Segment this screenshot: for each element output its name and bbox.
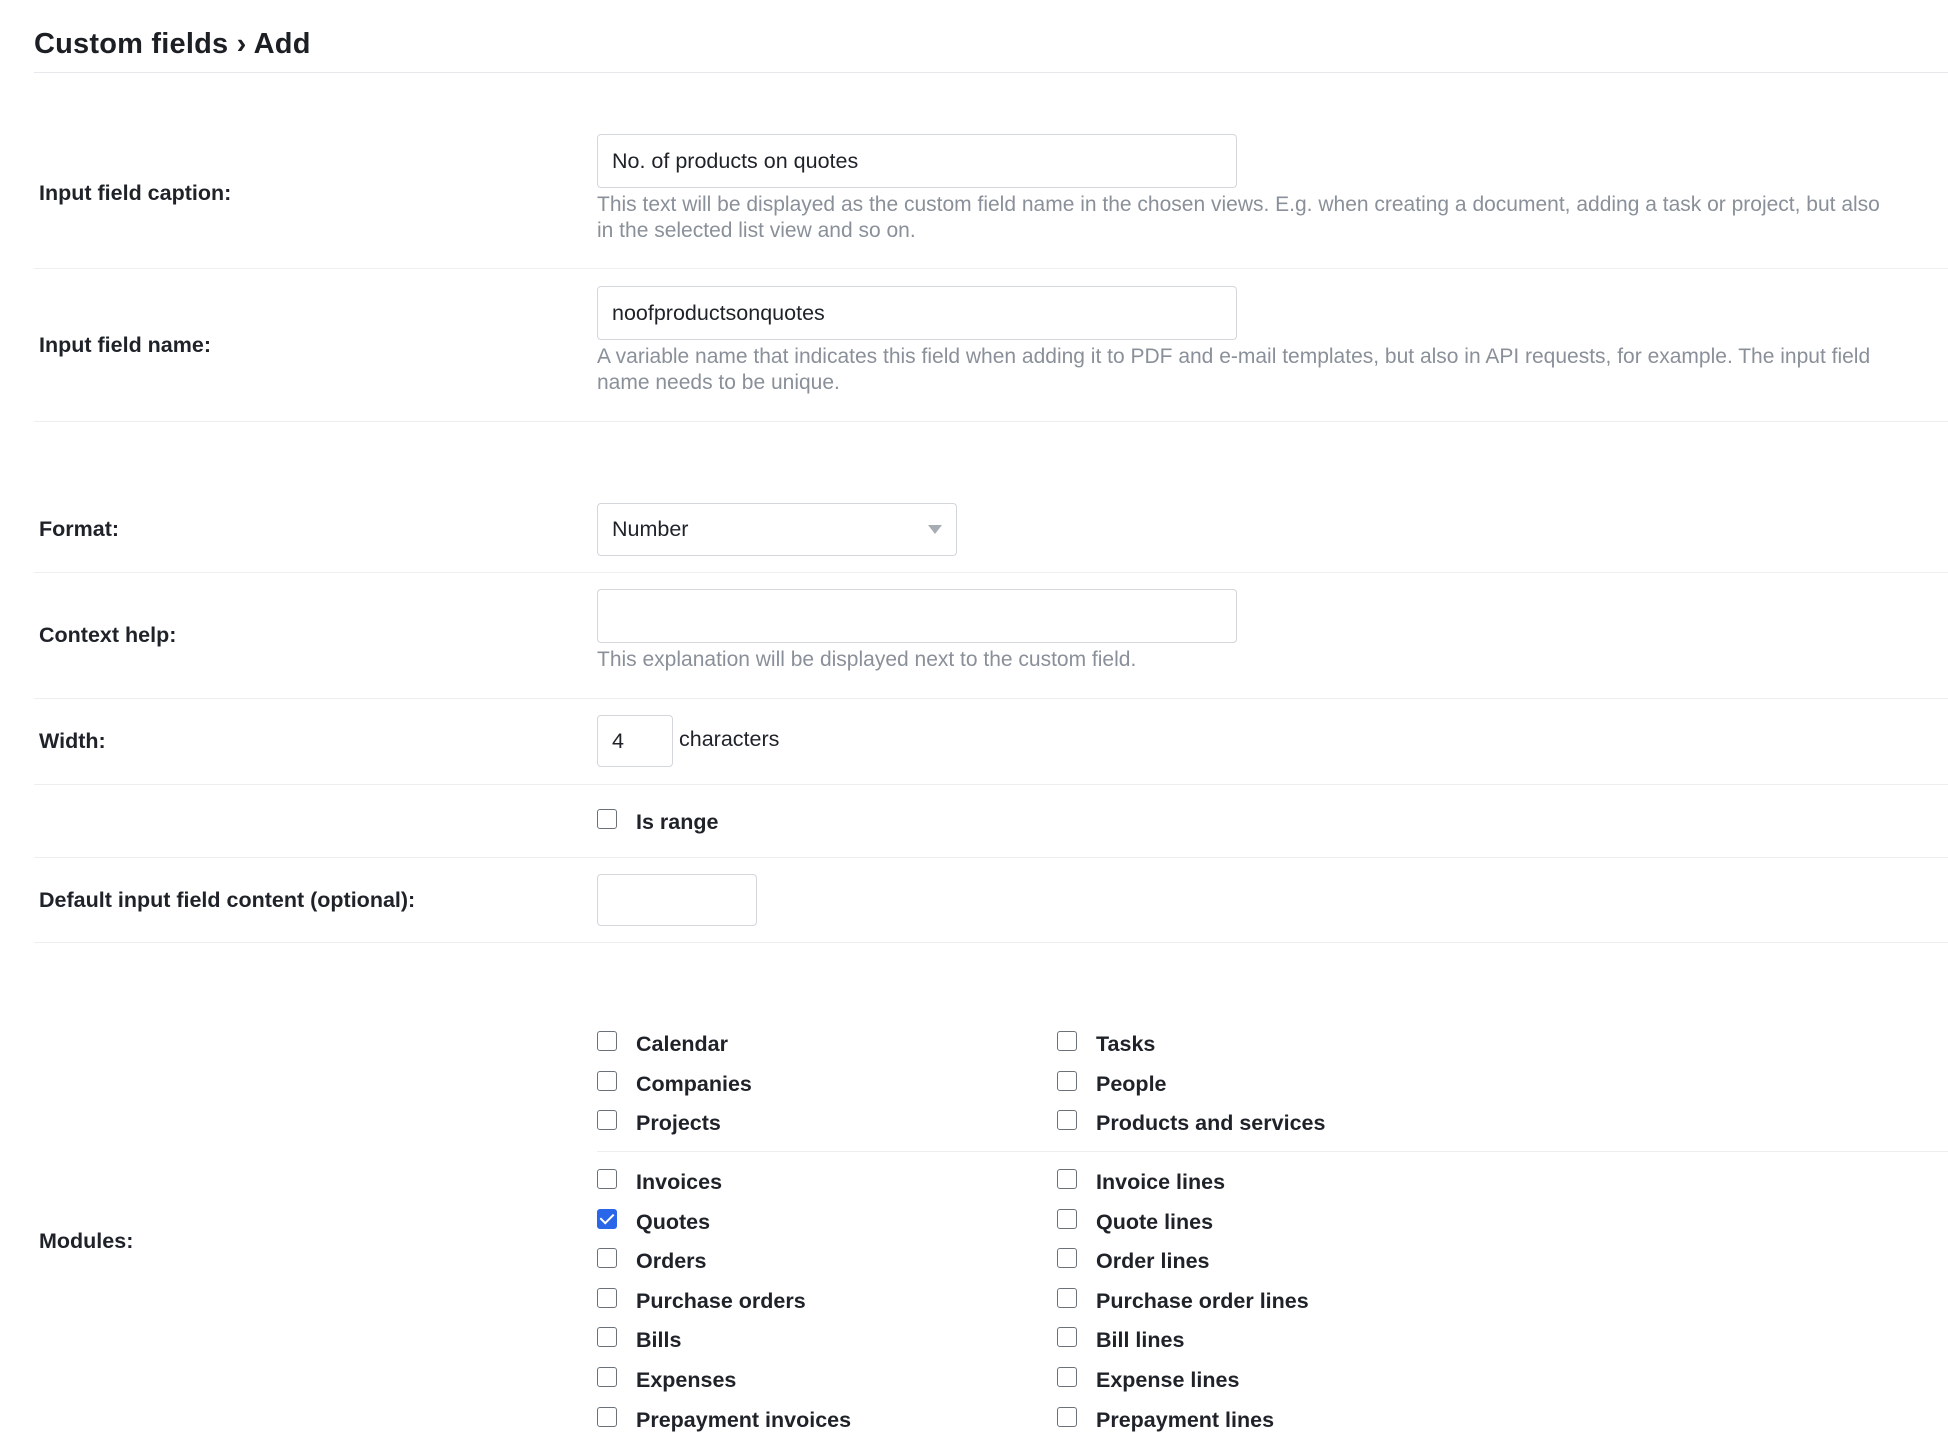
- module-prepayment-lines-label: Prepayment lines: [1096, 1408, 1275, 1432]
- default-content-input[interactable]: [597, 874, 757, 926]
- module-expense-lines-label: Expense lines: [1096, 1368, 1240, 1392]
- name-input[interactable]: [597, 286, 1237, 340]
- module-orders-checkbox[interactable]: [597, 1245, 707, 1273]
- module-purchase-orders-label: Purchase orders: [636, 1289, 806, 1313]
- module-calendar-box[interactable]: [597, 1031, 617, 1051]
- module-purchase-orders-checkbox[interactable]: [597, 1285, 806, 1313]
- module-bills-box[interactable]: [597, 1327, 617, 1347]
- section-divider: [34, 942, 1948, 943]
- module-prepayment-lines-checkbox[interactable]: [1057, 1404, 1275, 1432]
- module-bills-checkbox[interactable]: [597, 1324, 682, 1352]
- module-projects-label: Projects: [636, 1111, 721, 1135]
- module-calendar-checkbox[interactable]: [597, 1028, 729, 1056]
- module-expenses-box[interactable]: [597, 1367, 617, 1387]
- context-help-label: Context help:: [39, 623, 177, 647]
- module-bill-lines-box[interactable]: [1057, 1327, 1077, 1347]
- module-invoices-checkbox[interactable]: [597, 1166, 723, 1194]
- module-order-lines-checkbox[interactable]: [1057, 1245, 1210, 1273]
- default-content-label: Default input field content (optional):: [39, 888, 416, 912]
- module-purchase-order-lines-box[interactable]: [1057, 1288, 1077, 1308]
- module-quotes-box[interactable]: [597, 1209, 617, 1229]
- module-prepayment-invoices-box[interactable]: [597, 1407, 617, 1427]
- module-invoice-lines-checkbox[interactable]: [1057, 1166, 1226, 1194]
- page-title: Custom fields › Add: [34, 28, 311, 60]
- module-expenses-label: Expenses: [636, 1368, 737, 1392]
- caption-input[interactable]: [597, 134, 1237, 188]
- module-bills-label: Bills: [636, 1328, 682, 1352]
- module-people-checkbox[interactable]: [1057, 1068, 1167, 1096]
- module-companies-label: Companies: [636, 1072, 752, 1096]
- module-orders-box[interactable]: [597, 1248, 617, 1268]
- module-companies-checkbox[interactable]: [597, 1068, 752, 1096]
- format-label: Format:: [39, 517, 120, 541]
- module-orders-label: Orders: [636, 1249, 707, 1273]
- section-divider: [34, 421, 1948, 422]
- modules-label: Modules:: [39, 1229, 134, 1253]
- is-range-box[interactable]: [597, 809, 617, 829]
- name-label: Input field name:: [39, 333, 211, 357]
- module-quotes-label: Quotes: [636, 1210, 711, 1234]
- row-divider: [34, 572, 1948, 573]
- module-bill-lines-label: Bill lines: [1096, 1328, 1185, 1352]
- module-order-lines-box[interactable]: [1057, 1248, 1077, 1268]
- module-tasks-checkbox[interactable]: [1057, 1028, 1156, 1056]
- module-purchase-orders-box[interactable]: [597, 1288, 617, 1308]
- module-order-lines-label: Order lines: [1096, 1249, 1210, 1273]
- width-input[interactable]: [597, 715, 673, 767]
- module-people-box[interactable]: [1057, 1071, 1077, 1091]
- row-divider: [34, 857, 1948, 858]
- row-divider: [34, 268, 1948, 269]
- name-help-text: A variable name that indicates this field when adding it to PDF and e-mail templates, but also in API requests, for example. The input field name needs to be unique.: [597, 345, 1871, 394]
- width-unit: characters: [679, 727, 780, 751]
- module-quote-lines-box[interactable]: [1057, 1209, 1077, 1229]
- module-companies-box[interactable]: [597, 1071, 617, 1091]
- module-projects-box[interactable]: [597, 1110, 617, 1130]
- caption-help-text: This text will be displayed as the custom field name in the chosen views. E.g. when creating a document, adding a task or project, but also in the selected list view and so on.: [597, 193, 1880, 242]
- format-selected-value: Number: [612, 517, 689, 541]
- module-tasks-box[interactable]: [1057, 1031, 1077, 1051]
- module-prepayment-invoices-checkbox[interactable]: [597, 1404, 852, 1432]
- module-quote-lines-label: Quote lines: [1096, 1210, 1214, 1234]
- module-products-services-label: Products and services: [1096, 1111, 1326, 1135]
- module-products-services-box[interactable]: [1057, 1110, 1077, 1130]
- module-tasks-label: Tasks: [1096, 1032, 1156, 1056]
- module-prepayment-lines-box[interactable]: [1057, 1407, 1077, 1427]
- is-range-checkbox[interactable]: [597, 806, 719, 834]
- module-expense-lines-checkbox[interactable]: [1057, 1364, 1240, 1392]
- module-quotes-checkbox[interactable]: [597, 1206, 711, 1234]
- module-products-services-checkbox[interactable]: [1057, 1107, 1326, 1135]
- module-bill-lines-checkbox[interactable]: [1057, 1324, 1185, 1352]
- module-projects-checkbox[interactable]: [597, 1107, 721, 1135]
- format-select[interactable]: [597, 503, 957, 556]
- module-calendar-label: Calendar: [636, 1032, 729, 1056]
- module-quote-lines-checkbox[interactable]: [1057, 1206, 1214, 1234]
- row-divider: [34, 698, 1948, 699]
- title-divider: [34, 72, 1948, 73]
- caption-label: Input field caption:: [39, 181, 232, 205]
- module-invoices-box[interactable]: [597, 1169, 617, 1189]
- module-expense-lines-box[interactable]: [1057, 1367, 1077, 1387]
- context-help-input[interactable]: [597, 589, 1237, 643]
- module-expenses-checkbox[interactable]: [597, 1364, 737, 1392]
- modules-group-divider: [597, 1151, 1948, 1152]
- module-invoices-label: Invoices: [636, 1170, 723, 1194]
- is-range-label: Is range: [636, 810, 719, 834]
- width-label: Width:: [39, 729, 106, 753]
- module-prepayment-invoices-label: Prepayment invoices: [636, 1408, 852, 1432]
- context-help-help-text: This explanation will be displayed next to the custom field.: [597, 648, 1137, 671]
- module-purchase-order-lines-label: Purchase order lines: [1096, 1289, 1309, 1313]
- chevron-down-icon: [928, 525, 942, 534]
- module-invoice-lines-box[interactable]: [1057, 1169, 1077, 1189]
- module-people-label: People: [1096, 1072, 1167, 1096]
- module-invoice-lines-label: Invoice lines: [1096, 1170, 1226, 1194]
- row-divider: [34, 784, 1948, 785]
- module-purchase-order-lines-checkbox[interactable]: [1057, 1285, 1309, 1313]
